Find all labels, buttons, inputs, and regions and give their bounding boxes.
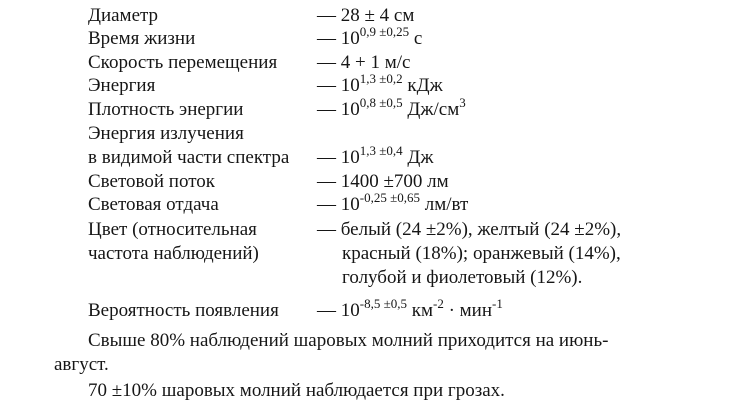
row-label: Диаметр — [88, 5, 159, 26]
row-label: Вероятность появления — [88, 300, 279, 321]
table-row — [88, 71, 728, 98]
row-label: Скорость перемещения — [88, 52, 278, 73]
row-label — [88, 266, 317, 299]
table-row — [88, 95, 728, 122]
row-value: — 1400 ±700 лм — [317, 171, 449, 192]
row-label: Цвет (относительная — [88, 219, 257, 240]
row-value: — $10^{1,3 \pm 0,4}$ Дж — [317, 143, 434, 168]
table-row — [88, 122, 728, 146]
row-value: — $10^{1,3 \pm 0,2}$ кДж — [317, 71, 443, 96]
row-label: Световой поток — [88, 171, 215, 192]
row-label: Плотность энергии — [88, 99, 244, 120]
paragraph-line: Свыше 80% наблюдений шаровых молний приходится на июнь- — [88, 330, 609, 351]
row-value: — белый (24 ±2%), желтый (24 ±2%), — [317, 219, 622, 240]
row-value: — $10^{0,9 \pm 0,25}$ с — [317, 24, 423, 49]
table-row — [88, 190, 728, 218]
row-label: Время жизни — [88, 28, 196, 49]
row-value: — $10^{-0,25 \pm 0,65}$ лм/вт — [317, 190, 469, 215]
row-label: Энергия — [88, 75, 156, 96]
table-row — [88, 143, 728, 170]
table-row — [88, 266, 728, 299]
table-row — [88, 51, 728, 74]
table-row — [88, 296, 728, 323]
row-value: голубой и фиолетовый (12%). — [342, 267, 583, 288]
paragraph-line: август. — [54, 354, 109, 375]
row-label: в видимой части спектра — [88, 147, 290, 168]
row-value: — 4 + 1 м/с — [317, 52, 411, 73]
table-row — [88, 24, 728, 51]
row-value: красный (18%); оранжевый (14%), — [342, 243, 621, 264]
row-value: — 28 ± 4 см — [317, 5, 415, 26]
row-value: — $10^{-8,5 \pm 0,5}$ $км^{-2} \cdot мин^{-1}$ — [317, 296, 503, 321]
table-row — [88, 218, 728, 242]
row-value: — $10^{0,8 \pm 0,5}$ $Дж/см^3$ — [317, 95, 466, 120]
paragraph-line: 70 ±10% шаровых молний наблюдается при грозах. — [88, 380, 505, 401]
properties-table — [88, 4, 728, 323]
row-label: Световая отдача — [88, 194, 219, 215]
row-label: Энергия излучения — [88, 123, 244, 144]
row-label: частота наблюдений) — [88, 243, 259, 264]
table-row — [88, 242, 728, 266]
